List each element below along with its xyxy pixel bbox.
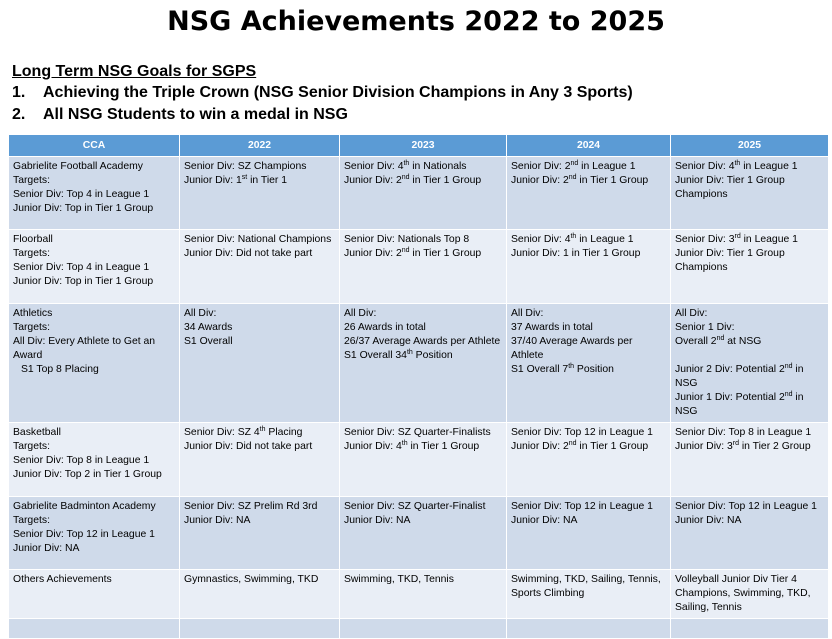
cca-target: Senior Div: Top 12 in League 1 bbox=[13, 529, 155, 540]
result-cell-2023 bbox=[340, 230, 507, 304]
result-line: Junior 2 Div: Potential 2nd in NSG bbox=[675, 363, 804, 389]
result-cell-2022 bbox=[180, 497, 340, 570]
goal-text: All NSG Students to win a medal in NSG bbox=[43, 106, 348, 123]
result-cell-2024 bbox=[507, 423, 671, 497]
result-cell-2025 bbox=[671, 230, 829, 304]
result-cell-2023 bbox=[340, 497, 507, 570]
table-header-row bbox=[9, 135, 829, 157]
spacer bbox=[675, 349, 824, 363]
result-line: S1 Overall 7th Position bbox=[511, 363, 614, 375]
result-line: Junior Div: 3rd in Tier 2 Group bbox=[675, 440, 811, 452]
result-line: 37 Awards in total bbox=[511, 322, 593, 333]
table-row-basketball bbox=[9, 423, 829, 497]
result-line: Junior Div: Did not take part bbox=[184, 441, 313, 452]
cca-name: Athletics bbox=[13, 308, 53, 319]
result-line: Junior Div: NA bbox=[511, 515, 578, 526]
result-cell-2025 bbox=[671, 304, 829, 423]
result-cell-2024 bbox=[507, 157, 671, 230]
empty-cell bbox=[180, 619, 340, 639]
result-line: S1 Overall 34th Position bbox=[344, 349, 453, 361]
table-row-football bbox=[9, 157, 829, 230]
goals-section bbox=[12, 62, 633, 126]
result-line: Junior Div: 1 in Tier 1 Group bbox=[511, 248, 641, 259]
header-2024: 2024 bbox=[507, 135, 671, 157]
result-line: All Div: bbox=[344, 308, 377, 319]
cca-name: Gabrielite Football Academy bbox=[13, 161, 143, 172]
cca-targets-label: Targets: bbox=[13, 248, 50, 259]
cca-name: Gabrielite Badminton Academy bbox=[13, 501, 156, 512]
cca-target: S1 Top 8 Placing bbox=[21, 364, 99, 375]
result-line: Senior Div: National Champions bbox=[184, 234, 332, 245]
result-line: Junior Div: 4th in Tier 1 Group bbox=[344, 440, 480, 452]
result-cell-2024 bbox=[507, 497, 671, 570]
cca-targets-label: Targets: bbox=[13, 515, 50, 526]
table-row-empty bbox=[9, 619, 829, 639]
result-line: Junior Div: NA bbox=[184, 515, 251, 526]
table-row-floorball bbox=[9, 230, 829, 304]
result-line: 26 Awards in total bbox=[344, 322, 426, 333]
cca-target: Senior Div: Top 4 in League 1 bbox=[13, 262, 150, 273]
goal-item bbox=[12, 82, 633, 104]
empty-cell bbox=[340, 619, 507, 639]
result-cell-2023 bbox=[340, 304, 507, 423]
result-line: Overall 2nd at NSG bbox=[675, 335, 762, 347]
result-cell-2025 bbox=[671, 497, 829, 570]
goal-text: Achieving the Triple Crown (NSG Senior Division Champions in Any 3 Sports) bbox=[43, 84, 633, 101]
result-line: All Div: bbox=[184, 308, 217, 319]
result-cell-2025 bbox=[671, 423, 829, 497]
result-line: Senior Div: Top 12 in League 1 bbox=[675, 501, 817, 512]
result-line: Senior Div: SZ Champions bbox=[184, 161, 307, 172]
achievements-table bbox=[8, 134, 829, 639]
table-row-others bbox=[9, 570, 829, 619]
result-line: Swimming, TKD, Tennis bbox=[344, 574, 454, 585]
cca-cell bbox=[9, 157, 180, 230]
result-line: Swimming, TKD, Sailing, Tennis, Sports Climbing bbox=[511, 574, 661, 599]
result-line: Senior Div: 4th in League 1 bbox=[511, 233, 634, 245]
header-cca: CCA bbox=[9, 135, 180, 157]
result-line: 37/40 Average Awards per Athlete bbox=[511, 336, 633, 361]
result-cell-2025 bbox=[671, 570, 829, 619]
result-line: Gymnastics, Swimming, TKD bbox=[184, 574, 319, 585]
result-line: All Div: bbox=[675, 308, 708, 319]
result-line: S1 Overall bbox=[184, 336, 233, 347]
result-line: 26/37 Average Awards per Athlete bbox=[344, 336, 501, 347]
result-line: Junior Div: 2nd in Tier 1 Group bbox=[511, 440, 649, 452]
result-line: Volleyball Junior Div Tier 4 Champions, Swimming, TKD, Sailing, Tennis bbox=[675, 574, 811, 613]
cca-target: Senior Div: Top 8 in League 1 bbox=[13, 455, 150, 466]
result-line: Senior Div: 2nd in League 1 bbox=[511, 160, 636, 172]
cca-targets-label: Targets: bbox=[13, 441, 50, 452]
result-line: Senior Div: Top 8 in League 1 bbox=[675, 427, 812, 438]
goal-number: 2. bbox=[12, 106, 26, 123]
cca-name: Basketball bbox=[13, 427, 61, 438]
empty-cell bbox=[507, 619, 671, 639]
result-line: Junior Div: Tier 1 Group bbox=[675, 248, 785, 259]
result-line: Junior Div: 2nd in Tier 1 Group bbox=[511, 174, 649, 186]
cca-name: Others Achievements bbox=[13, 574, 112, 585]
result-line: Senior Div: SZ Quarter-Finalist bbox=[344, 501, 486, 512]
result-line: Senior Div: 3rd in League 1 bbox=[675, 233, 798, 245]
result-cell-2023 bbox=[340, 570, 507, 619]
result-line: Junior Div: 2nd in Tier 1 Group bbox=[344, 247, 482, 259]
result-line: Junior Div: NA bbox=[344, 515, 411, 526]
cca-targets-label: Targets: bbox=[13, 322, 50, 333]
result-line: Junior Div: NA bbox=[675, 515, 742, 526]
result-line: Junior Div: 1st in Tier 1 bbox=[184, 174, 288, 186]
result-cell-2023 bbox=[340, 157, 507, 230]
table-row-badminton bbox=[9, 497, 829, 570]
result-line: Champions bbox=[675, 189, 728, 200]
empty-cell bbox=[671, 619, 829, 639]
header-2023: 2023 bbox=[340, 135, 507, 157]
header-2022: 2022 bbox=[180, 135, 340, 157]
cca-cell bbox=[9, 230, 180, 304]
page-title: NSG Achievements 2022 to 2025 bbox=[167, 6, 665, 37]
result-cell-2024 bbox=[507, 570, 671, 619]
result-line: Junior Div: Did not take part bbox=[184, 248, 313, 259]
result-line: Senior Div: SZ 4th Placing bbox=[184, 426, 303, 438]
cca-target: Junior Div: Top 2 in Tier 1 Group bbox=[13, 469, 162, 480]
result-line: Junior Div: 2nd in Tier 1 Group bbox=[344, 174, 482, 186]
cca-target: All Div: Every Athlete to Get an Award bbox=[13, 336, 156, 361]
cca-target: Senior Div: Top 4 in League 1 bbox=[13, 189, 150, 200]
result-cell-2022 bbox=[180, 570, 340, 619]
result-line: All Div: bbox=[511, 308, 544, 319]
result-line: Senior 1 Div: bbox=[675, 322, 735, 333]
result-line: Junior 1 Div: Potential 2nd in NSG bbox=[675, 391, 804, 417]
cca-cell bbox=[9, 497, 180, 570]
result-cell-2023 bbox=[340, 423, 507, 497]
result-line: Senior Div: SZ Prelim Rd 3rd bbox=[184, 501, 318, 512]
result-cell-2022 bbox=[180, 304, 340, 423]
result-cell-2025 bbox=[671, 157, 829, 230]
result-line: Senior Div: Top 12 in League 1 bbox=[511, 427, 653, 438]
result-line: Senior Div: SZ Quarter-Finalists bbox=[344, 427, 491, 438]
cca-target: Junior Div: NA bbox=[13, 543, 80, 554]
header-2025: 2025 bbox=[671, 135, 829, 157]
goals-heading: Long Term NSG Goals for SGPS bbox=[12, 63, 257, 80]
result-line: Champions bbox=[675, 262, 728, 273]
result-cell-2022 bbox=[180, 230, 340, 304]
cca-cell bbox=[9, 304, 180, 423]
goal-number: 1. bbox=[12, 84, 26, 101]
cca-target: Junior Div: Top in Tier 1 Group bbox=[13, 276, 154, 287]
result-line: Senior Div: 4th in League 1 bbox=[675, 160, 798, 172]
result-cell-2022 bbox=[180, 157, 340, 230]
result-cell-2024 bbox=[507, 304, 671, 423]
result-line: Senior Div: 4th in Nationals bbox=[344, 160, 467, 172]
cca-target: Junior Div: Top in Tier 1 Group bbox=[13, 203, 154, 214]
cca-cell bbox=[9, 570, 180, 619]
result-line: Senior Div: Nationals Top 8 bbox=[344, 234, 470, 245]
result-cell-2024 bbox=[507, 230, 671, 304]
result-line: Junior Div: Tier 1 Group bbox=[675, 175, 785, 186]
cca-name: Floorball bbox=[13, 234, 53, 245]
result-cell-2022 bbox=[180, 423, 340, 497]
empty-cell bbox=[9, 619, 180, 639]
cca-targets-label: Targets: bbox=[13, 175, 50, 186]
result-line: 34 Awards bbox=[184, 322, 233, 333]
cca-cell bbox=[9, 423, 180, 497]
goal-item bbox=[12, 104, 633, 126]
table-row-athletics bbox=[9, 304, 829, 423]
result-line: Senior Div: Top 12 in League 1 bbox=[511, 501, 653, 512]
